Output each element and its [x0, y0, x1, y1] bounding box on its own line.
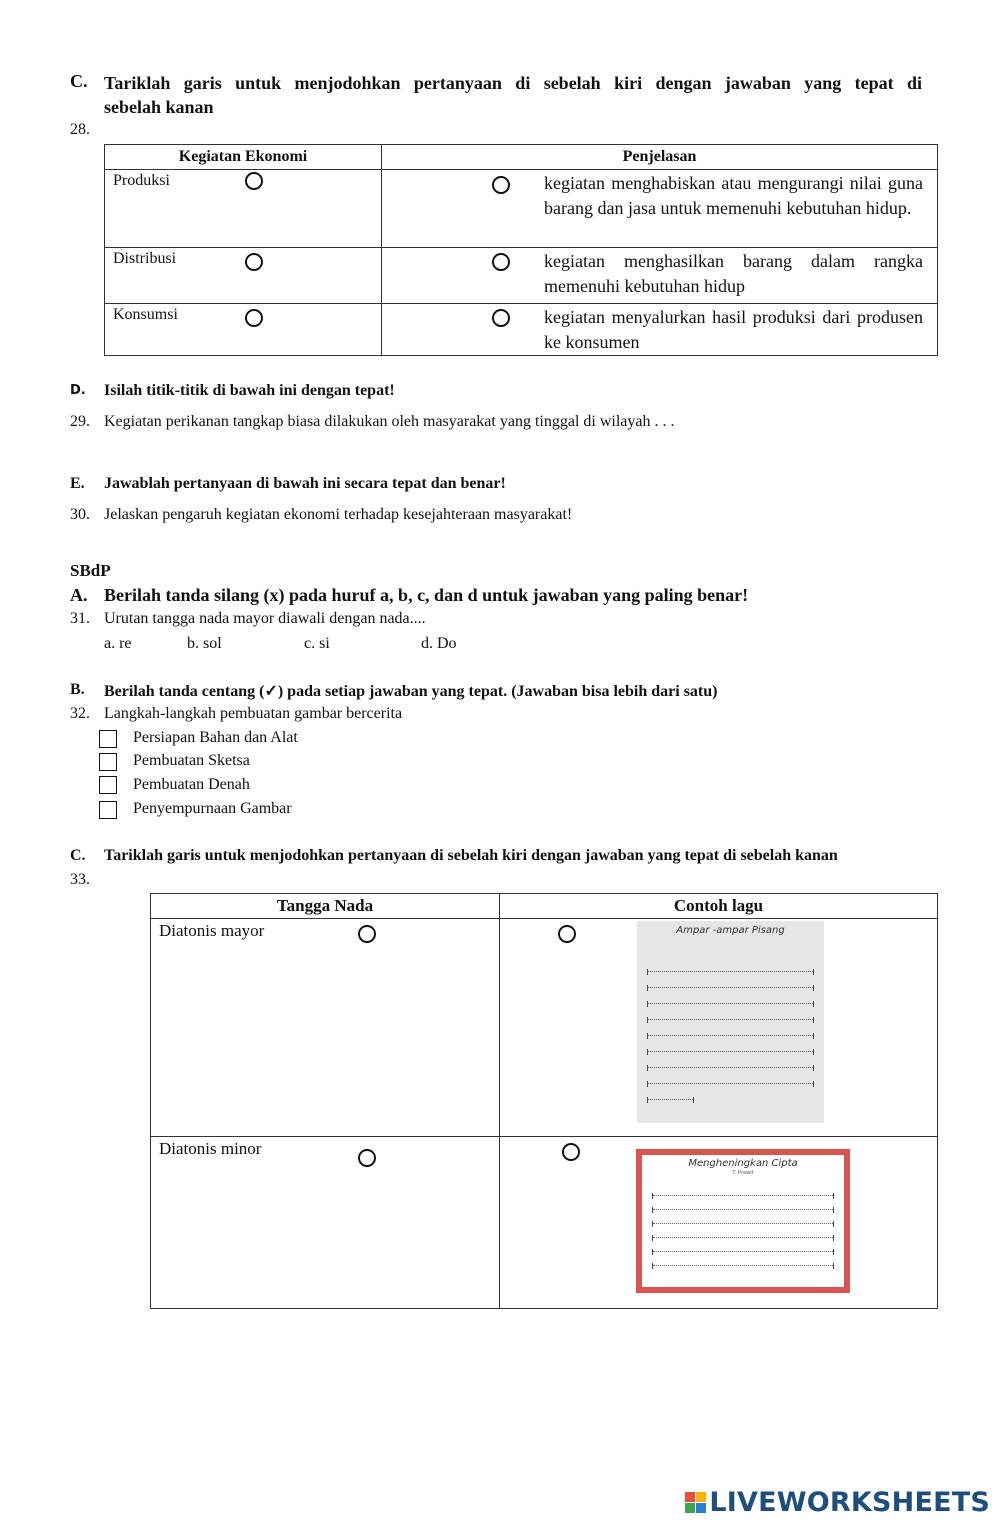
section-c1-instruction-line2: sebelah kanan [104, 97, 214, 117]
section-d-instruction: Isilah titik-titik di bawah ini dengan tepat! [104, 382, 395, 399]
definition-2: kegiatan menghasilkan barang dalam rangka memenuhi kebutuhan hidup [544, 251, 923, 296]
table-cell-right [382, 248, 938, 304]
section-e-instruction: Jawablah pertanyaan di bawah ini secara tepat dan benar! [104, 475, 506, 492]
notation-line [652, 1207, 834, 1213]
subject-title: SBdP [70, 561, 111, 580]
song-sheet-ampar-ampar-pisang [637, 921, 824, 1123]
table-cell-right [382, 170, 938, 248]
checkbox-label-1: Persiapan Bahan dan Alat [133, 729, 298, 746]
checkbox-label-4: Penyempurnaan Gambar [133, 800, 292, 817]
table-cell-left [151, 1137, 500, 1309]
section-a-letter: A. [70, 585, 88, 605]
notation-line [652, 1221, 834, 1227]
table-cell-left [105, 170, 382, 248]
definition-1: kegiatan menghabiskan atau mengurangi nilai guna barang dan jasa untuk memenuhi kebutuhan hidup. [544, 173, 923, 218]
notation-line [647, 1001, 814, 1007]
song-sheet-mengheningkan-cipta [636, 1149, 850, 1293]
match-dot-right-ampar[interactable] [558, 925, 576, 943]
notation-line [647, 1065, 814, 1071]
question-29-text: Kegiatan perikanan tangkap biasa dilakukan oleh masyarakat yang tinggal di wilayah . . . [104, 413, 675, 430]
match-dot-left-konsumsi[interactable] [245, 309, 263, 327]
logo-text: LIVEWORKSHEETS [709, 1487, 990, 1518]
song-title-mengheningkan: Mengheningkan Cipta [688, 1158, 798, 1169]
question-28-number: 28. [70, 121, 90, 138]
checkbox-option-1[interactable] [99, 730, 117, 748]
question-29-number: 29. [70, 413, 90, 430]
section-b-letter: B. [70, 681, 85, 698]
notation-line [647, 1081, 814, 1087]
notation-line [647, 1049, 814, 1055]
notation-line [647, 1017, 814, 1023]
scale-diatonis-minor: Diatonis minor [159, 1139, 262, 1158]
section-c1-letter: C. [70, 71, 88, 91]
table-header-kegiatan: Kegiatan Ekonomi [105, 145, 382, 170]
match-dot-left-minor[interactable] [358, 1149, 376, 1167]
question-31-text: Urutan tangga nada mayor diawali dengan nada.... [104, 610, 426, 627]
question-32-text: Langkah-langkah pembuatan gambar bercerita [104, 705, 403, 722]
notation-line [647, 1033, 814, 1039]
notation-line [652, 1193, 834, 1199]
section-b-instruction: Berilah tanda centang (✓) pada setiap jawaban yang tepat. (Jawaban bisa lebih dari satu) [104, 683, 718, 700]
table-header-contoh-lagu: Contoh lagu [500, 894, 938, 919]
term-produksi: Produksi [113, 172, 170, 189]
term-distribusi: Distribusi [113, 250, 177, 267]
option-b[interactable]: b. sol [187, 635, 222, 652]
match-dot-right-1[interactable] [492, 176, 510, 194]
section-c2-letter: C. [70, 847, 86, 864]
term-konsumsi: Konsumsi [113, 306, 178, 323]
option-c[interactable]: c. si [304, 635, 330, 652]
option-a[interactable]: a. re [104, 635, 132, 652]
table-cell-right [500, 1137, 938, 1309]
question-30-number: 30. [70, 506, 90, 523]
table-cell-left [105, 304, 382, 356]
question-32-number: 32. [70, 705, 90, 722]
table-cell-left [105, 248, 382, 304]
match-dot-right-2[interactable] [492, 253, 510, 271]
liveworksheets-logo [685, 1487, 990, 1518]
notation-line [647, 985, 814, 991]
table-cell-left [151, 919, 500, 1137]
notation-line [652, 1249, 834, 1255]
section-c2-instruction: Tariklah garis untuk menjodohkan pertanyaan di sebelah kiri dengan jawaban yang tepat di sebelah kanan [104, 847, 838, 864]
checkbox-option-4[interactable] [99, 801, 117, 819]
match-dot-right-mengheningkan[interactable] [562, 1143, 580, 1161]
question-31-number: 31. [70, 610, 90, 627]
section-e-letter: E. [70, 475, 85, 492]
definition-3: kegiatan menyalurkan hasil produksi dari produsen ke konsumen [544, 307, 923, 352]
checkbox-label-2: Pembuatan Sketsa [133, 752, 250, 769]
match-dot-left-distribusi[interactable] [245, 253, 263, 271]
option-d[interactable]: d. Do [421, 635, 457, 652]
notation-line [652, 1263, 834, 1269]
scale-diatonis-mayor: Diatonis mayor [159, 921, 265, 940]
song-title-ampar: Ampar -ampar Pisang [676, 925, 785, 936]
notation-line [652, 1235, 834, 1241]
match-dot-left-mayor[interactable] [358, 925, 376, 943]
table-header-tangga-nada: Tangga Nada [151, 894, 500, 919]
song-author: T. Prawit [732, 1170, 754, 1176]
question-33-number: 33. [70, 871, 90, 888]
section-a-instruction: Berilah tanda silang (x) pada huruf a, b, c, dan d untuk jawaban yang paling benar! [104, 585, 749, 605]
matching-table-33 [150, 893, 938, 1309]
section-d-letter: D. [70, 383, 86, 398]
matching-table-28 [104, 144, 938, 356]
match-dot-right-3[interactable] [492, 309, 510, 327]
table-cell-right [382, 304, 938, 356]
notation-line [647, 969, 814, 975]
table-header-penjelasan: Penjelasan [382, 145, 938, 170]
checkbox-option-2[interactable] [99, 753, 117, 771]
logo-icon [685, 1492, 707, 1514]
notation-line [647, 1097, 694, 1103]
checkbox-label-3: Pembuatan Denah [133, 776, 250, 793]
table-cell-right [500, 919, 938, 1137]
question-30-text: Jelaskan pengaruh kegiatan ekonomi terhadap kesejahteraan masyarakat! [104, 506, 573, 523]
section-c1-instruction-line1: Tariklah garis untuk menjodohkan pertanyaan di sebelah kiri dengan jawaban yang tepat di [104, 73, 922, 93]
match-dot-left-produksi[interactable] [245, 172, 263, 190]
checkbox-option-3[interactable] [99, 776, 117, 794]
